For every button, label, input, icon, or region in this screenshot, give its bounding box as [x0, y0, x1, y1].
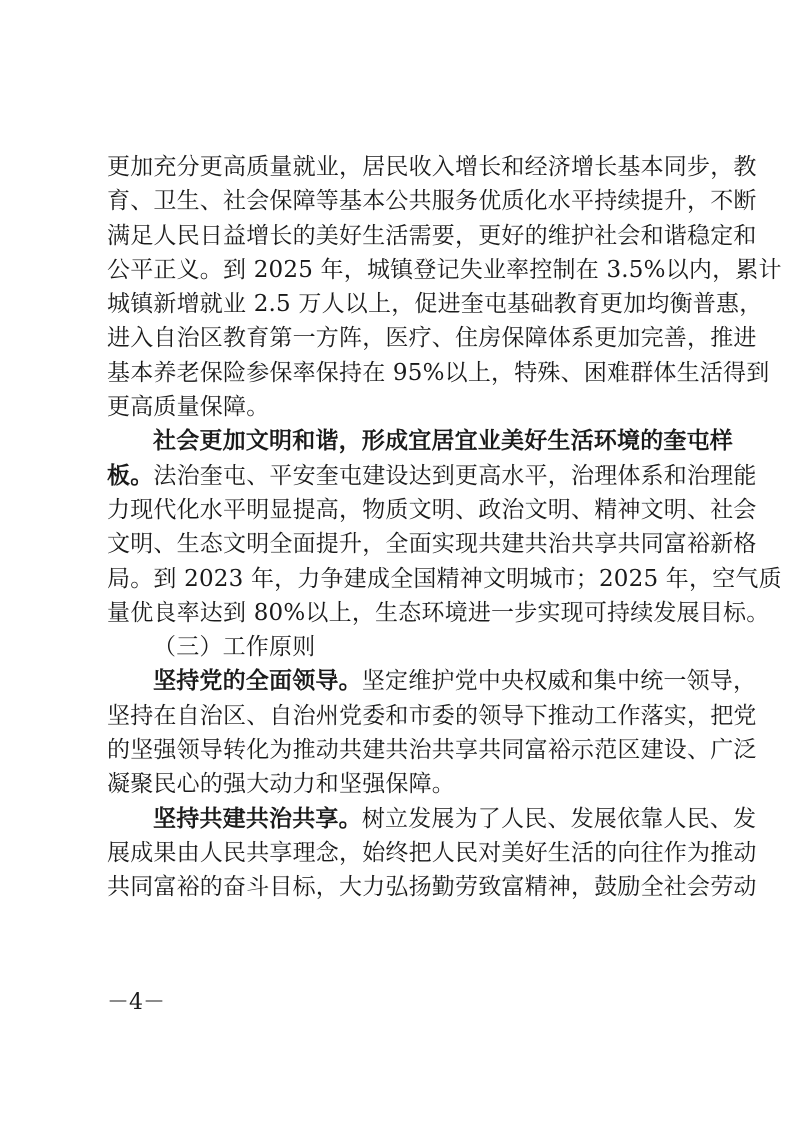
paragraph-social-goals — [107, 150, 782, 424]
text-line: 公平正义。到 2025 年，城镇登记失业率控制在 3.5%以内，累计 — [107, 256, 782, 283]
text-line: 共同富裕的奋斗目标，大力弘扬勤劳致富精神，鼓励全社会劳动 — [107, 874, 757, 901]
text-line — [107, 459, 757, 493]
text-line: 坚持在自治区、自治州党委和市委的领导下推动工作落实，把党 — [107, 702, 757, 729]
section-heading: （三）工作原则 — [153, 634, 316, 661]
text-span: 树立发展为了人民、发展依靠人民、发 — [361, 805, 757, 832]
text-line: 文明、生态文明全面提升，全面实现共建共治共享共同富裕新格 — [107, 531, 757, 558]
bold-lead-phrase: 坚持共建共治共享。 — [153, 804, 362, 832]
text-line: 局。到 2023 年，力争建成全国精神文明城市；2025 年，空气质 — [107, 565, 782, 592]
bold-lead-phrase: 坚持党的全面领导。 — [153, 667, 362, 695]
text-line: 进入自治区教育第一方阵，医疗、住房保障体系更加完善，推进 — [107, 325, 757, 352]
text-line: 的坚强领导转化为推动共建共治共享共同富裕示范区建设、广泛 — [107, 737, 757, 764]
text-line: 展成果由人民共享理念，始终把人民对美好生活的向往作为推动 — [107, 839, 757, 866]
text-line: 基本养老保险参保率保持在 95%以上，特殊、困难群体生活得到 — [107, 359, 770, 386]
text-line: 育、卫生、社会保障等基本公共服务优质化水平持续提升，不断 — [107, 188, 757, 215]
text-line: 量优良率达到 80%以上，生态环境进一步实现可持续发展目标。 — [107, 599, 770, 626]
paragraph-party-leadership — [107, 664, 757, 801]
text-span: 坚定维护党中央权威和集中统一领导， — [361, 668, 757, 695]
text-span: 法治奎屯、平安奎屯建设达到更高水平，治理体系和治理能 — [153, 462, 757, 489]
text-line: 更高质量保障。 — [107, 394, 270, 421]
bold-heading-end: 板。 — [107, 461, 154, 489]
document-body — [107, 150, 782, 905]
page-number: －4－ — [107, 990, 165, 1015]
text-line: 更加充分更高质量就业，居民收入增长和经济增长基本同步，教 — [107, 154, 757, 180]
paragraph-civilization-goals — [107, 424, 782, 630]
text-line — [107, 802, 757, 836]
text-line: 凝聚民心的强大动力和坚强保障。 — [107, 771, 455, 798]
bold-heading-line: 社会更加文明和谐，形成宜居宜业美好生活环境的奎屯样 — [153, 427, 733, 455]
text-line: 力现代化水平明显提高，物质文明、政治文明、精神文明、社会 — [107, 496, 757, 523]
text-line — [107, 664, 757, 698]
text-line: 城镇新增就业 2.5 万人以上，促进奎屯基础教育更加均衡普惠， — [107, 291, 763, 318]
text-line: 满足人民日益增长的美好生活需要，更好的维护社会和谐稳定和 — [107, 222, 757, 249]
paragraph-co-building — [107, 802, 757, 905]
